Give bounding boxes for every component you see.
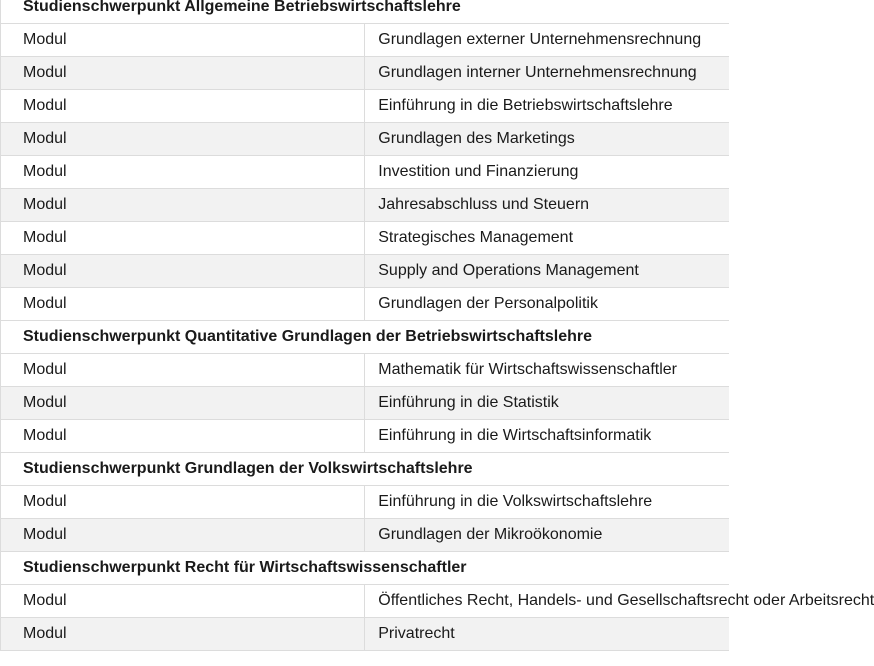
table-row: [1, 486, 730, 519]
section-header-row: [1, 321, 730, 354]
module-type-cell: Modul: [1, 24, 365, 57]
section-title: Studienschwerpunkt Quantitative Grundlagen der Betriebswirtschaftslehre: [1, 321, 730, 354]
table-row: [1, 519, 730, 552]
module-name-cell: Grundlagen der Mikroökonomie: [365, 519, 729, 552]
module-type-cell: Modul: [1, 585, 365, 618]
table-row: [1, 90, 730, 123]
table-row: [1, 288, 730, 321]
module-name-cell: Einführung in die Statistik: [365, 387, 729, 420]
module-name-cell: Investition und Finanzierung: [365, 156, 729, 189]
module-type-cell: Modul: [1, 255, 365, 288]
module-name-cell: Jahresabschluss und Steuern: [365, 189, 729, 222]
module-type-cell: Modul: [1, 90, 365, 123]
module-name-cell: Grundlagen der Personalpolitik: [365, 288, 729, 321]
module-type-cell: Modul: [1, 486, 365, 519]
module-name-cell: Grundlagen interner Unternehmensrechnung: [365, 57, 729, 90]
table-row: [1, 189, 730, 222]
module-name-cell: Öffentliches Recht, Handels- und Gesellschaftsrecht oder Arbeitsrecht: [365, 585, 729, 618]
module-name-cell: Einführung in die Betriebswirtschaftslehre: [365, 90, 729, 123]
module-name-cell: Mathematik für Wirtschaftswissenschaftler: [365, 354, 729, 387]
module-name-cell: Grundlagen des Marketings: [365, 123, 729, 156]
module-name-cell: Supply and Operations Management: [365, 255, 729, 288]
table-row: [1, 255, 730, 288]
module-type-cell: Modul: [1, 222, 365, 255]
section-title: Studienschwerpunkt Recht für Wirtschaftswissenschaftler: [1, 552, 730, 585]
table-row: [1, 618, 730, 651]
table-row: [1, 156, 730, 189]
module-name-cell: Privatrecht: [365, 618, 729, 651]
section-title: Studienschwerpunkt Allgemeine Betriebswirtschaftslehre: [1, 0, 730, 24]
module-name-cell: Einführung in die Volkswirtschaftslehre: [365, 486, 729, 519]
module-type-cell: Modul: [1, 420, 365, 453]
module-type-cell: Modul: [1, 519, 365, 552]
module-type-cell: Modul: [1, 156, 365, 189]
module-type-cell: Modul: [1, 288, 365, 321]
table-row: [1, 354, 730, 387]
section-title: Studienschwerpunkt Grundlagen der Volkswirtschaftslehre: [1, 453, 730, 486]
table-row: [1, 24, 730, 57]
section-header-row: [1, 453, 730, 486]
module-name-cell: Strategisches Management: [365, 222, 729, 255]
section-header-row: [1, 0, 730, 24]
section-header-row: [1, 552, 730, 585]
table-row: [1, 222, 730, 255]
table-row: [1, 387, 730, 420]
module-type-cell: Modul: [1, 57, 365, 90]
module-name-cell: Grundlagen externer Unternehmensrechnung: [365, 24, 729, 57]
table-row: [1, 585, 730, 618]
table-row: [1, 57, 730, 90]
table-row: [1, 123, 730, 156]
table-row: [1, 420, 730, 453]
module-type-cell: Modul: [1, 189, 365, 222]
module-name-cell: Einführung in die Wirtschaftsinformatik: [365, 420, 729, 453]
module-table-body: [1, 0, 874, 651]
module-type-cell: Modul: [1, 354, 365, 387]
module-type-cell: Modul: [1, 618, 365, 651]
module-type-cell: Modul: [1, 387, 365, 420]
module-type-cell: Modul: [1, 123, 365, 156]
